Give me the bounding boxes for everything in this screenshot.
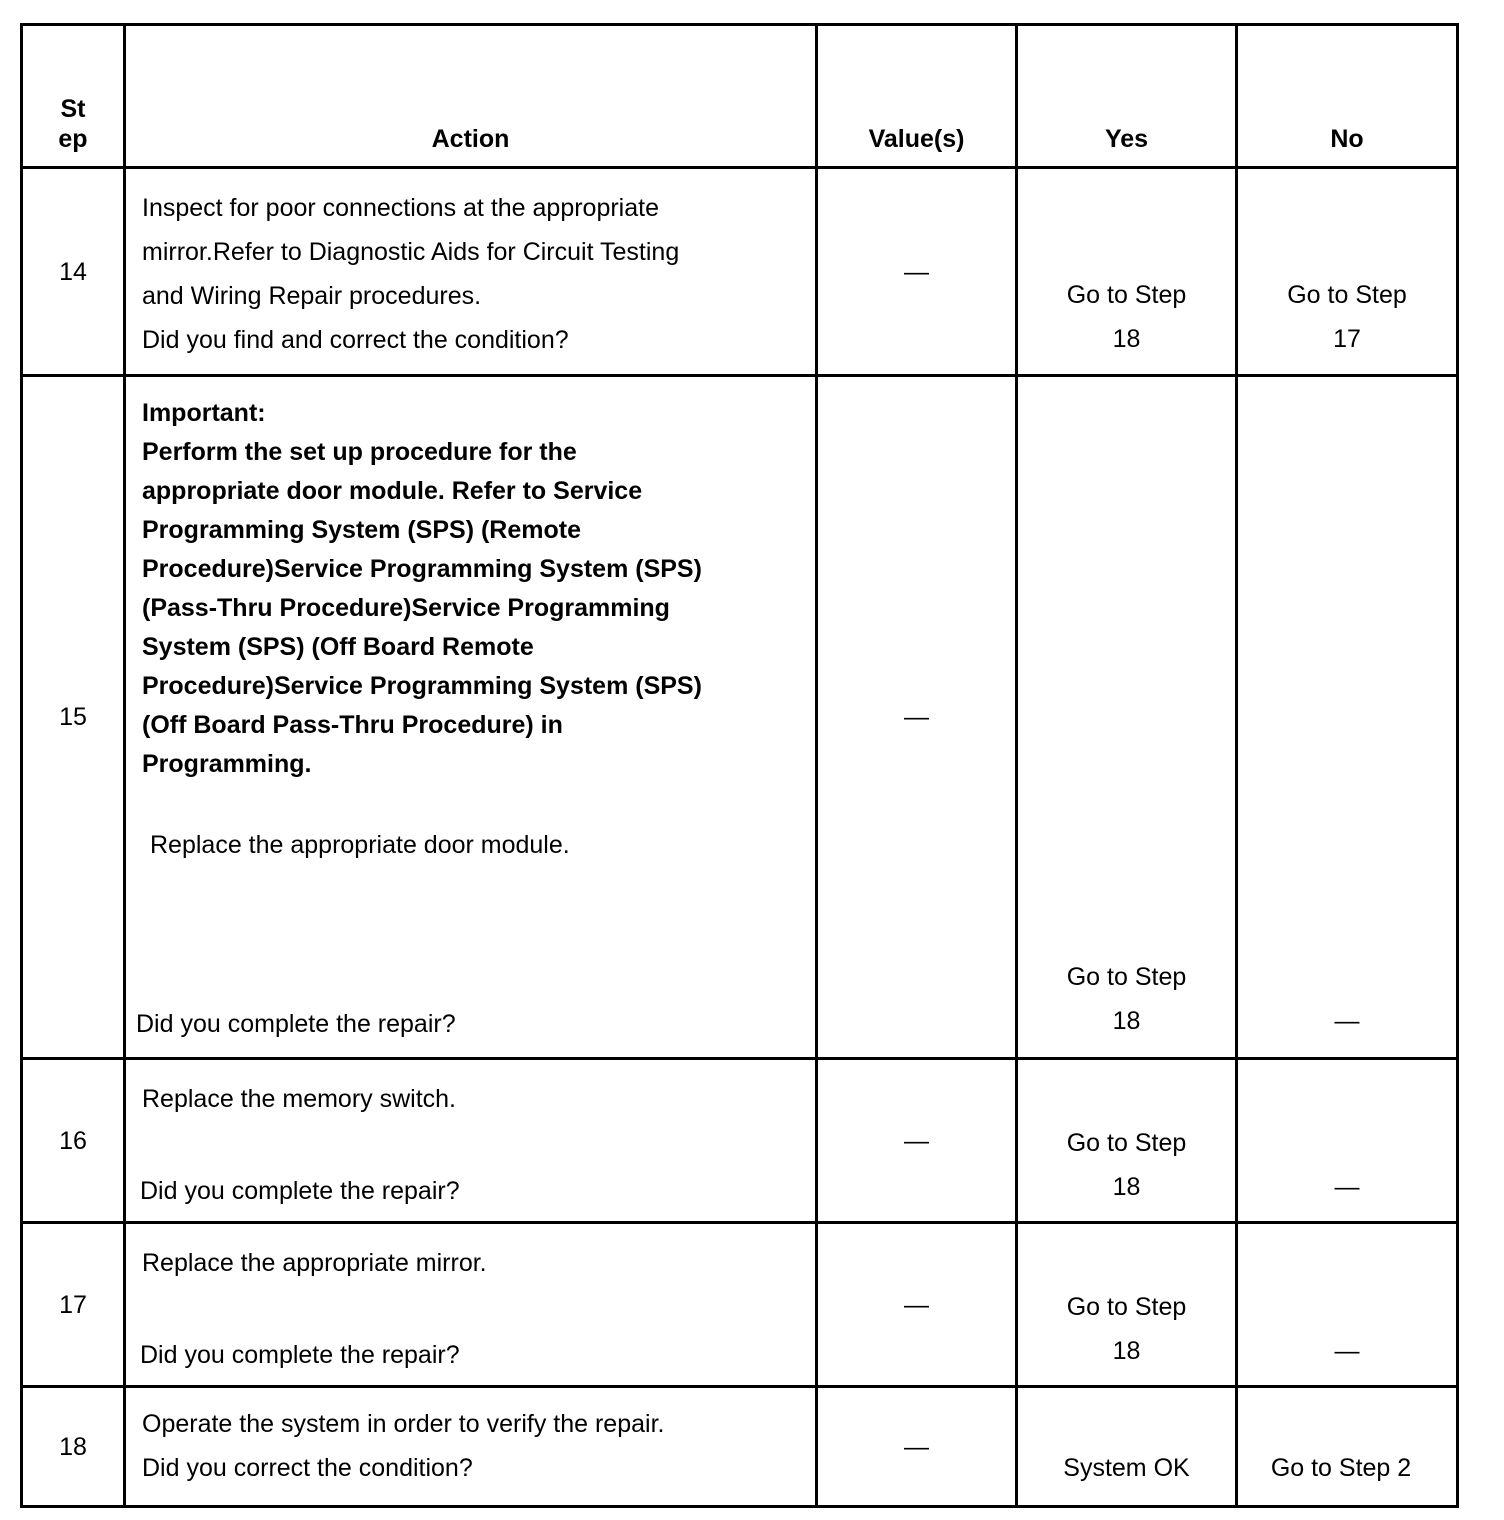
action-cell — [125, 1059, 817, 1223]
table-row — [22, 1059, 1458, 1223]
header-action: Action — [125, 25, 817, 168]
action-question: Did you complete the repair? — [140, 1177, 460, 1205]
header-no: No — [1237, 25, 1458, 168]
action-line: Inspect for poor connections at the appropriate — [142, 194, 659, 222]
yes-line1: Go to Step — [1066, 1129, 1187, 1157]
important-line: Programming. — [142, 750, 312, 778]
yes-line1: Go to Step — [1066, 1293, 1187, 1321]
header-row — [22, 25, 1458, 168]
important-line: appropriate door module. Refer to Service — [142, 477, 643, 505]
yes-line2: 18 — [1112, 1173, 1141, 1201]
table-row — [22, 1387, 1458, 1507]
action-question: Did you complete the repair? — [140, 1341, 460, 1369]
action-line: and Wiring Repair procedures. — [142, 282, 482, 310]
important-line: Perform the set up procedure for the — [142, 438, 577, 466]
yes-cell — [1017, 1059, 1237, 1223]
no-value: — — [1334, 1173, 1360, 1201]
step-number: 14 — [22, 168, 125, 376]
no-cell — [1237, 1387, 1458, 1507]
value-cell: — — [817, 376, 1017, 1059]
step-number: 18 — [22, 1387, 125, 1507]
header-yes: Yes — [1017, 25, 1237, 168]
important-line: Procedure)Service Programming System (SPS) — [142, 672, 702, 700]
important-line: (Pass-Thru Procedure)Service Programming — [142, 594, 670, 622]
table-row — [22, 168, 1458, 376]
yes-cell — [1017, 168, 1237, 376]
action-cell — [125, 1223, 817, 1387]
yes-cell — [1017, 376, 1237, 1059]
no-value: — — [1334, 1337, 1360, 1365]
action-cell — [125, 1387, 817, 1507]
no-line1: Go to Step — [1287, 281, 1407, 309]
action-instruction: Replace the appropriate door module. — [150, 831, 570, 859]
yes-line2: 18 — [1112, 325, 1141, 353]
yes-line1: Go to Step — [1066, 963, 1187, 991]
no-line2: 17 — [1333, 325, 1361, 353]
action-line: mirror.Refer to Diagnostic Aids for Circuit Testing — [142, 238, 680, 266]
no-cell — [1237, 168, 1458, 376]
diagnostic-table — [20, 23, 1459, 1508]
value-cell: — — [817, 1059, 1017, 1223]
step-number: 16 — [22, 1059, 125, 1223]
value-cell: — — [817, 1387, 1017, 1507]
action-cell — [125, 168, 817, 376]
table-row — [22, 1223, 1458, 1387]
action-question: Did you complete the repair? — [136, 1010, 456, 1038]
no-cell — [1237, 1223, 1458, 1387]
yes-cell — [1017, 1223, 1237, 1387]
important-line: System (SPS) (Off Board Remote — [142, 633, 534, 661]
value-cell: — — [817, 168, 1017, 376]
action-instruction: Replace the memory switch. — [142, 1085, 457, 1113]
yes-cell — [1017, 1387, 1237, 1507]
action-line: Did you find and correct the condition? — [142, 326, 569, 354]
action-instruction: Operate the system in order to verify the repair. — [142, 1410, 665, 1438]
header-values: Value(s) — [817, 25, 1017, 168]
yes-line1: Go to Step — [1066, 281, 1187, 309]
important-label: Important: — [142, 399, 266, 427]
header-step — [22, 25, 125, 168]
action-cell — [125, 376, 817, 1059]
no-cell — [1237, 376, 1458, 1059]
action-question: Did you correct the condition? — [142, 1454, 473, 1482]
important-line: Programming System (SPS) (Remote — [142, 516, 581, 544]
value-cell: — — [817, 1223, 1017, 1387]
step-number: 15 — [22, 376, 125, 1059]
no-value: Go to Step 2 — [1270, 1454, 1412, 1482]
no-value: — — [1334, 1007, 1360, 1035]
important-line: (Off Board Pass-Thru Procedure) in — [142, 711, 563, 739]
header-step-line2: ep — [58, 125, 88, 153]
yes-line2: 18 — [1112, 1337, 1141, 1365]
no-cell — [1237, 1059, 1458, 1223]
header-step-line1: St — [60, 95, 86, 123]
important-line: Procedure)Service Programming System (SPS) — [142, 555, 702, 583]
table-row — [22, 376, 1458, 1059]
yes-line2: 18 — [1112, 1007, 1141, 1035]
action-instruction: Replace the appropriate mirror. — [142, 1249, 487, 1277]
step-number: 17 — [22, 1223, 125, 1387]
yes-value: System OK — [1063, 1454, 1190, 1482]
